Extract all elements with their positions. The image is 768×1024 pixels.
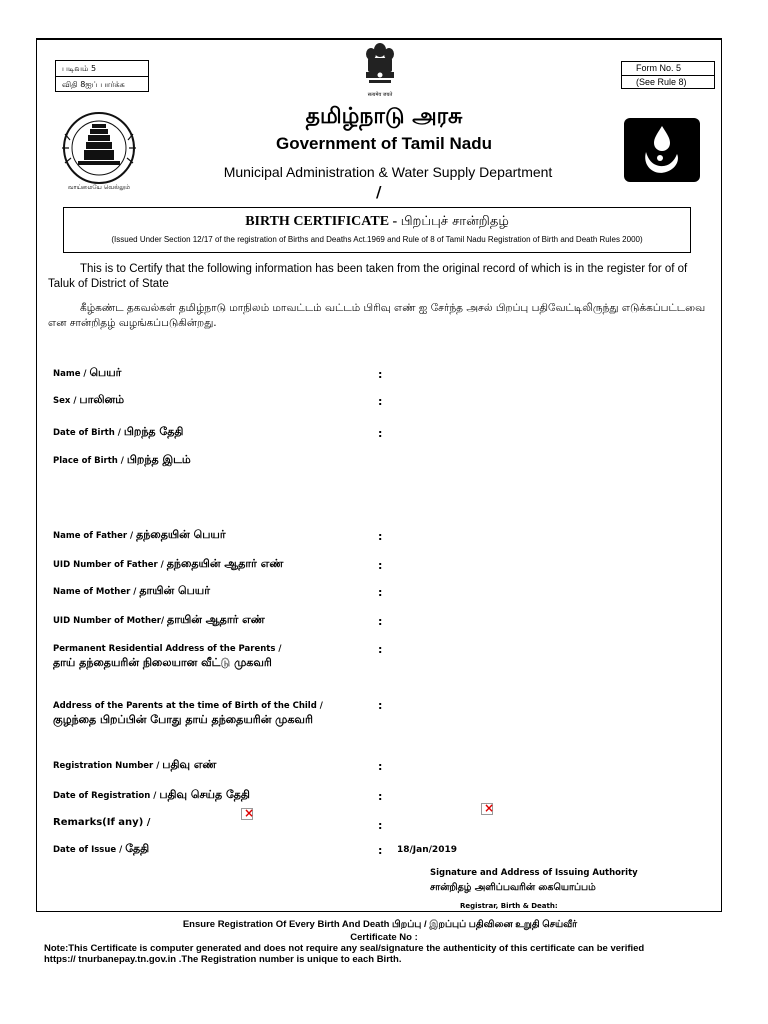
department-name: Municipal Administration & Water Supply Department: [223, 164, 553, 180]
issue-date-colon: :: [378, 844, 383, 857]
remarks-label: Remarks(If any) /: [53, 817, 151, 828]
footer-note-line1: Note:This Certificate is computer generated and does not require any seal/signature the authenticity of this certificate can be verified: [44, 943, 645, 954]
name-colon: :: [378, 368, 383, 381]
uid-mother-colon: :: [378, 615, 383, 628]
birth-address-colon: :: [378, 699, 383, 712]
sex-label: Sex / பாலினம்: [53, 393, 125, 406]
national-emblem-icon: [360, 40, 400, 100]
uid-father-label: UID Number of Father / தந்தையின் ஆதார் எண்: [53, 557, 284, 570]
ensure-registration-text: Ensure Registration Of Every Birth And Death பிறப்பு / இறப்புப் பதிவினை உறுதி செய்வீர்: [182, 919, 578, 930]
registration-date-label: Date of Registration / பதிவு செய்த தேதி: [53, 788, 250, 801]
certificate-title: [63, 214, 691, 230]
mother-colon: :: [378, 586, 383, 599]
certificate-subtitle: (Issued Under Section 12/17 of the registration of Births and Deaths Act.1969 and Rule of 8 of Tamil Nadu Registration of Birth and Death Rules 2000): [111, 235, 643, 244]
birth-address-label: Address of the Parents at the time of Birth of the Child / குழந்தை பிறப்பின் போது தாய் தந்தையரின் முகவரி: [53, 701, 323, 726]
certificate-title-tamil: பிறப்புச் சான்றிதழ்: [400, 214, 509, 229]
broken-image-icon: [241, 808, 253, 820]
registration-number-colon: :: [378, 760, 383, 773]
padivam-label: படிவம் 5: [56, 61, 148, 77]
registrar-label: Registrar, Birth & Death:: [460, 902, 558, 910]
father-colon: :: [378, 530, 383, 543]
government-title-tamil: தமிழ்நாடு அரசு: [305, 104, 463, 129]
mother-label: Name of Mother / தாயின் பெயர்: [53, 584, 210, 597]
dob-colon: :: [378, 427, 383, 440]
padivam-rule: விதி 8ஐப் பார்க்க: [62, 80, 125, 89]
signature-authority-label: Signature and Address of Issuing Authority: [430, 868, 638, 878]
dob-label: Date of Birth / பிறந்த தேதி: [53, 425, 184, 438]
permanent-address-label: Permanent Residential Address of the Parents / தாய் தந்தையரின் நிலையான வீட்டு முகவரி: [53, 644, 282, 669]
broken-image-icon: [481, 803, 493, 815]
tn-emblem-text: வாய்மையே வெல்லும்: [67, 184, 131, 191]
emblem-motto: सत्यमेव जयते: [367, 92, 393, 98]
registration-number-label: Registration Number / பதிவு எண்: [53, 758, 217, 771]
department-slash: /: [376, 183, 382, 201]
uid-mother-label: UID Number of Mother/ தாயின் ஆதார் எண்: [53, 613, 265, 626]
father-label: Name of Father / தந்தையின் பெயர்: [53, 528, 226, 541]
sex-colon: :: [378, 395, 383, 408]
form-number: Form No. 5: [622, 62, 714, 76]
intro-english-text: This is to Certify that the following information has been taken from the original record of which is in the register for of of Taluk of District of State: [48, 263, 688, 290]
remarks-colon: :: [378, 819, 383, 832]
registration-date-colon: :: [378, 790, 383, 803]
certificate-number-label: Certificate No :: [350, 932, 418, 943]
footer-note-line2: https:// tnurbanepay.tn.gov.in .The Registration number is unique to each Birth.: [44, 954, 402, 965]
pob-label: Place of Birth / பிறந்த இடம்: [53, 453, 191, 466]
intro-tamil: [48, 301, 708, 331]
government-title: Government of Tamil Nadu: [276, 134, 492, 153]
padivam-box: [55, 60, 149, 92]
issue-date-value: 18/Jan/2019: [397, 845, 457, 855]
intro-english: [48, 262, 708, 292]
see-rule: (See Rule 8): [636, 77, 687, 87]
uid-father-colon: :: [378, 559, 383, 572]
footer-note: [44, 943, 764, 965]
intro-tamil-text: கீழ்கண்ட தகவல்கள் தமிழ்நாடு மாநிலம் மாவட்டம் வட்டம் பிரிவு எண் ஐ சேர்ந்த அசல் பிறப்பு பதிவேட்டிலிருந்து எடுக்கப்பட்டவை என சான்றிதழ் வழங்கப்படுகின்றது.: [48, 302, 706, 329]
permanent-address-colon: :: [378, 643, 383, 656]
form-number-box: [621, 61, 715, 89]
certificate-title-english: BIRTH CERTIFICATE -: [245, 214, 401, 229]
issue-date-label: Date of Issue / தேதி: [53, 842, 150, 855]
name-label: Name / பெயர்: [53, 366, 122, 379]
signature-authority-tamil: சான்றிதழ் அளிப்பவரின் கையொப்பம்: [430, 882, 596, 893]
